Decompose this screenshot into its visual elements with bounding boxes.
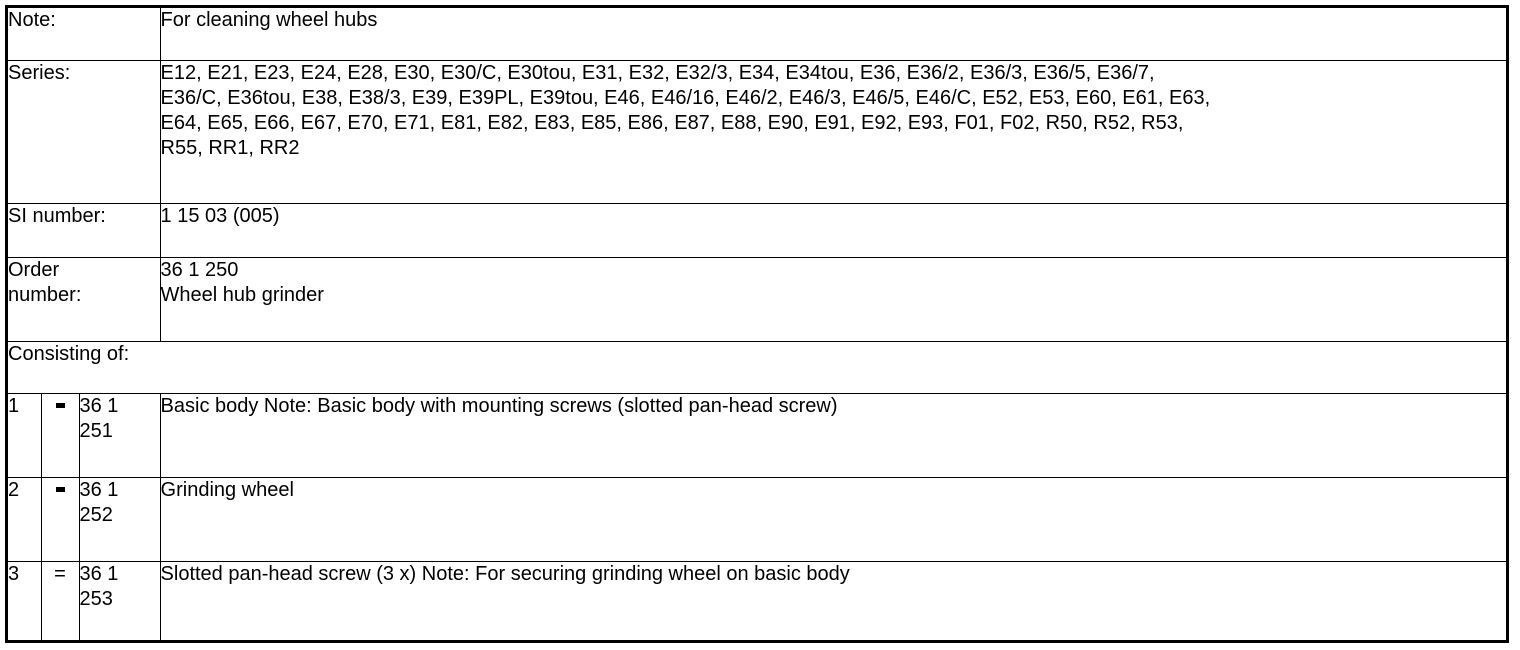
consisting-of-row xyxy=(8,341,1506,393)
part-number-line: 252 xyxy=(79,503,113,526)
order-number-label xyxy=(8,257,160,341)
series-line: E36/C, E36tou, E38, E38/3, E39, E39PL, E39tou, E46, E46/16, E46/2, E46/3, E46/5, E46/C, E52, E53, E60, E61, E63, xyxy=(160,86,1211,109)
part-number xyxy=(79,561,160,640)
part-row xyxy=(8,393,1506,477)
note-value: For cleaning wheel hubs xyxy=(160,8,1506,60)
part-description: Slotted pan-head screw (3 x) Note: For securing grinding wheel on basic body xyxy=(160,561,1506,640)
part-description: Grinding wheel xyxy=(160,477,1506,561)
equals-marker: = xyxy=(54,562,66,585)
part-marker xyxy=(41,561,79,640)
part-row xyxy=(8,477,1506,561)
si-number-label: SI number: xyxy=(8,203,160,257)
series-row xyxy=(8,60,1506,203)
dash-icon xyxy=(56,487,65,492)
order-number-row xyxy=(8,257,1506,341)
series-value xyxy=(160,60,1506,203)
part-description: Basic body Note: Basic body with mounting screws (slotted pan-head screw) xyxy=(160,393,1506,477)
part-number-line: 251 xyxy=(79,419,113,442)
part-number-line: 36 1 xyxy=(79,562,119,585)
spec-sheet xyxy=(5,5,1509,643)
series-line: E12, E21, E23, E24, E28, E30, E30/C, E30tou, E31, E32, E32/3, E34, E34tou, E36, E36/2, E36/3, E36/5, E36/7, xyxy=(160,61,1155,84)
spec-table xyxy=(8,8,1506,640)
note-label: Note: xyxy=(8,8,160,60)
order-number: 36 1 250 xyxy=(160,258,239,281)
part-marker xyxy=(41,393,79,477)
order-number-value xyxy=(160,257,1506,341)
part-number xyxy=(79,393,160,477)
series-label: Series: xyxy=(8,60,160,203)
si-number-row xyxy=(8,203,1506,257)
series-line: R55, RR1, RR2 xyxy=(160,136,300,159)
series-line: E64, E65, E66, E67, E70, E71, E81, E82, E83, E85, E86, E87, E88, E90, E91, E92, E93, F01, F02, R50, R52, R53, xyxy=(160,111,1184,134)
si-number-value: 1 15 03 (005) xyxy=(160,203,1506,257)
part-number-line: 36 1 xyxy=(79,394,119,417)
part-index: 1 xyxy=(8,393,41,477)
part-index: 2 xyxy=(8,477,41,561)
dash-icon xyxy=(56,403,65,408)
part-row xyxy=(8,561,1506,640)
consisting-of-label: Consisting of: xyxy=(8,341,1506,393)
part-number-line: 36 1 xyxy=(79,478,119,501)
note-row xyxy=(8,8,1506,60)
part-number xyxy=(79,477,160,561)
order-number-label-line: number: xyxy=(8,283,82,306)
part-marker xyxy=(41,477,79,561)
part-index: 3 xyxy=(8,561,41,640)
order-description: Wheel hub grinder xyxy=(160,283,324,306)
part-number-line: 253 xyxy=(79,587,113,610)
order-number-label-line: Order xyxy=(8,258,60,281)
